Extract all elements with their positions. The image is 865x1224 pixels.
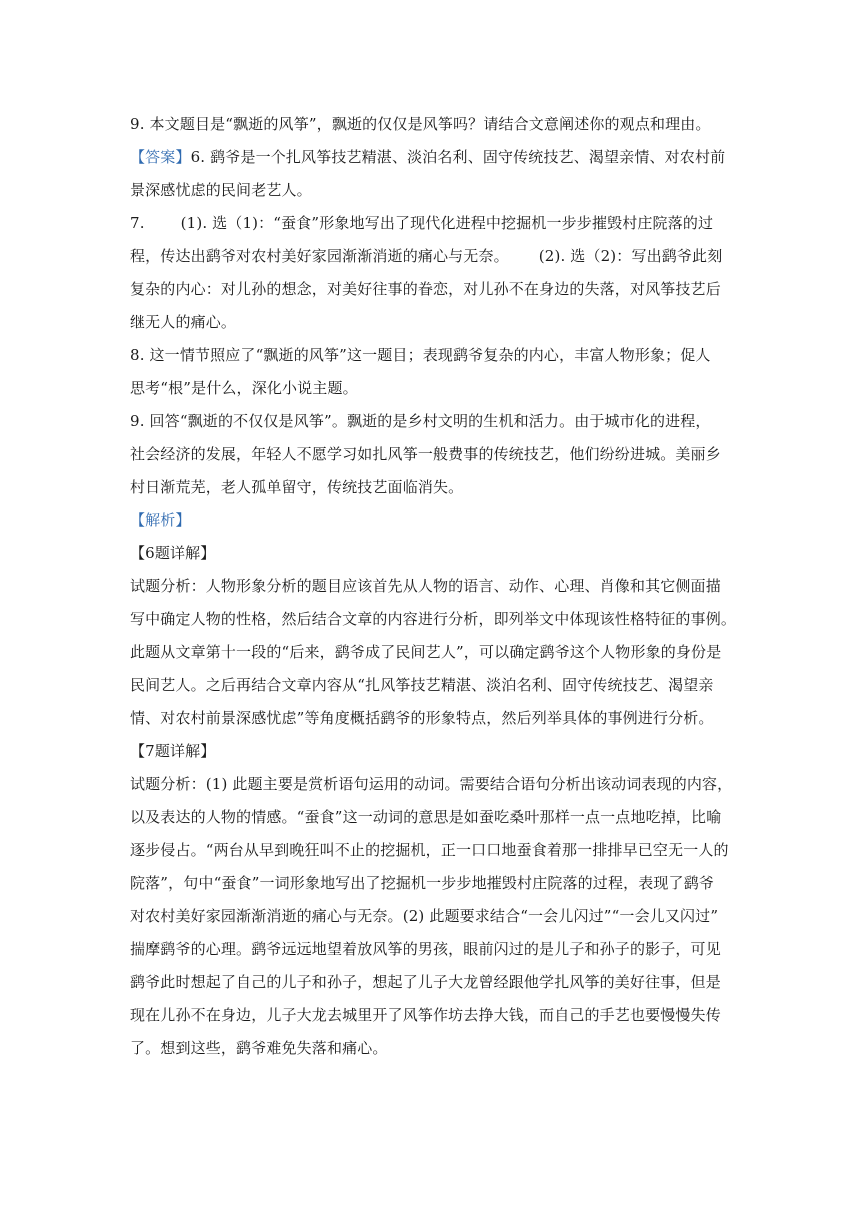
- analysis-tag: 【解析】: [130, 511, 191, 529]
- question-9-text: 9. 本文题目是“飘逝的风筝”，飘逝的仅仅是风筝吗？请结合文意阐述你的观点和理由。: [130, 115, 711, 133]
- document-body: [130, 108, 738, 1065]
- answer-6-text: 6. 鹞爷是一个扎风筝技艺精湛、淡泊名利、固守传统技艺、渴望亲情、对农村前: [190, 148, 726, 166]
- detail-7-heading: 【7题详解】: [130, 742, 216, 760]
- analysis-tag-line: [130, 504, 738, 537]
- detail-7-line-3: 逐步侵占。“两台从早到晚狂叫不止的挖掘机，正一口口地蚕食着那一排排早已空无一人的: [130, 841, 729, 859]
- detail-6-heading: 【6题详解】: [130, 544, 216, 562]
- answer-9-line-3: 村日渐荒芜，老人孤单留守，传统技艺面临消失。: [130, 478, 464, 496]
- answer-tag: 【答案】: [130, 148, 191, 166]
- detail-6-line-3: 此题从文章第十一段的“后来，鹞爷成了民间艺人”，可以确定鹞爷这个人物形象的身份是: [130, 643, 722, 661]
- detail-6-line-5: 情、对农村前景深感忧虑”等角度概括鹞爷的形象特点，然后列举具体的事例进行分析。: [130, 709, 714, 727]
- detail-6-line-1: 试题分析：人物形象分析的题目应该首先从人物的语言、动作、心理、肖像和其它侧面描: [130, 577, 721, 595]
- detail-7-line-5: 对农村美好家园渐渐消逝的痛心与无奈。(2) 此题要求结合“一会儿闪过”“一会儿又闪过”: [130, 907, 719, 925]
- answer-7-line-4: 继无人的痛心。: [130, 313, 237, 331]
- detail-6-line-4: 民间艺人。之后再结合文章内容从“扎风筝技艺精湛、淡泊名利、固守传统技艺、渴望亲: [130, 676, 714, 694]
- answer-8-line-2: 思考“根”是什么，深化小说主题。: [130, 379, 358, 397]
- detail-6-line-2: 写中确定人物的性格，然后结合文章的内容进行分析，即列举文中体现该性格特征的事例。: [130, 610, 737, 628]
- answer-line: [130, 141, 738, 174]
- answer-6-continued: 景深感忧虑的民间老艺人。: [130, 181, 312, 199]
- answer-7-line-1: [130, 207, 738, 240]
- detail-7-line-1: 试题分析：(1) 此题主要是赏析语句运用的动词。需要结合语句分析出该动词表现的内容，: [130, 775, 733, 793]
- answer-9-line-2: 社会经济的发展，年轻人不愿学习如扎风筝一般费事的传统技艺，他们纷纷进城。美丽乡: [130, 445, 721, 463]
- detail-7-line-4: 院落”，句中“蚕食”一词形象地写出了挖掘机一步步地摧毁村庄院落的过程，表现了鹞爷: [130, 874, 715, 892]
- detail-7-line-8: 现在儿孙不在身边，儿子大龙去城里开了风筝作坊去挣大钱，而自己的手艺也要慢慢失传: [130, 1006, 721, 1024]
- detail-7-line-6: 揣摩鹞爷的心理。鹞爷远远地望着放风筝的男孩，眼前闪过的是儿子和孙子的影子，可见: [130, 940, 721, 958]
- answer-7-number: 7.: [130, 214, 145, 232]
- answer-7-line-2: 程，传达出鹞爷对农村美好家园渐渐消逝的痛心与无奈。 (2). 选（2)：写出鹞爷此刻: [130, 247, 723, 265]
- answer-7-text: (1). 选（1)：“蚕食”形象地写出了现代化进程中挖掘机一步步摧毁村庄院落的过: [180, 214, 714, 232]
- answer-7-line-3: 复杂的内心：对儿孙的想念，对美好往事的眷恋，对儿孙不在身边的失落，对风筝技艺后: [130, 280, 721, 298]
- question-9: [130, 108, 738, 141]
- detail-7-line-7: 鹞爷此时想起了自己的儿子和孙子，想起了儿子大龙曾经跟他学扎风筝的美好往事，但是: [130, 973, 721, 991]
- detail-7-line-9: 了。想到这些，鹞爷难免失落和痛心。: [130, 1039, 388, 1057]
- answer-9-line-1: 9. 回答“飘逝的不仅仅是风筝”。飘逝的是乡村文明的生机和活力。由于城市化的进程，: [130, 412, 711, 430]
- detail-7-line-2: 以及表达的人物的情感。“蚕食”这一动词的意思是如蚕吃桑叶那样一点一点地吃掉，比喻: [130, 808, 722, 826]
- answer-8-line-1: 8. 这一情节照应了“飘逝的风筝”这一题目；表现鹞爷复杂的内心，丰富人物形象；促人: [130, 346, 711, 364]
